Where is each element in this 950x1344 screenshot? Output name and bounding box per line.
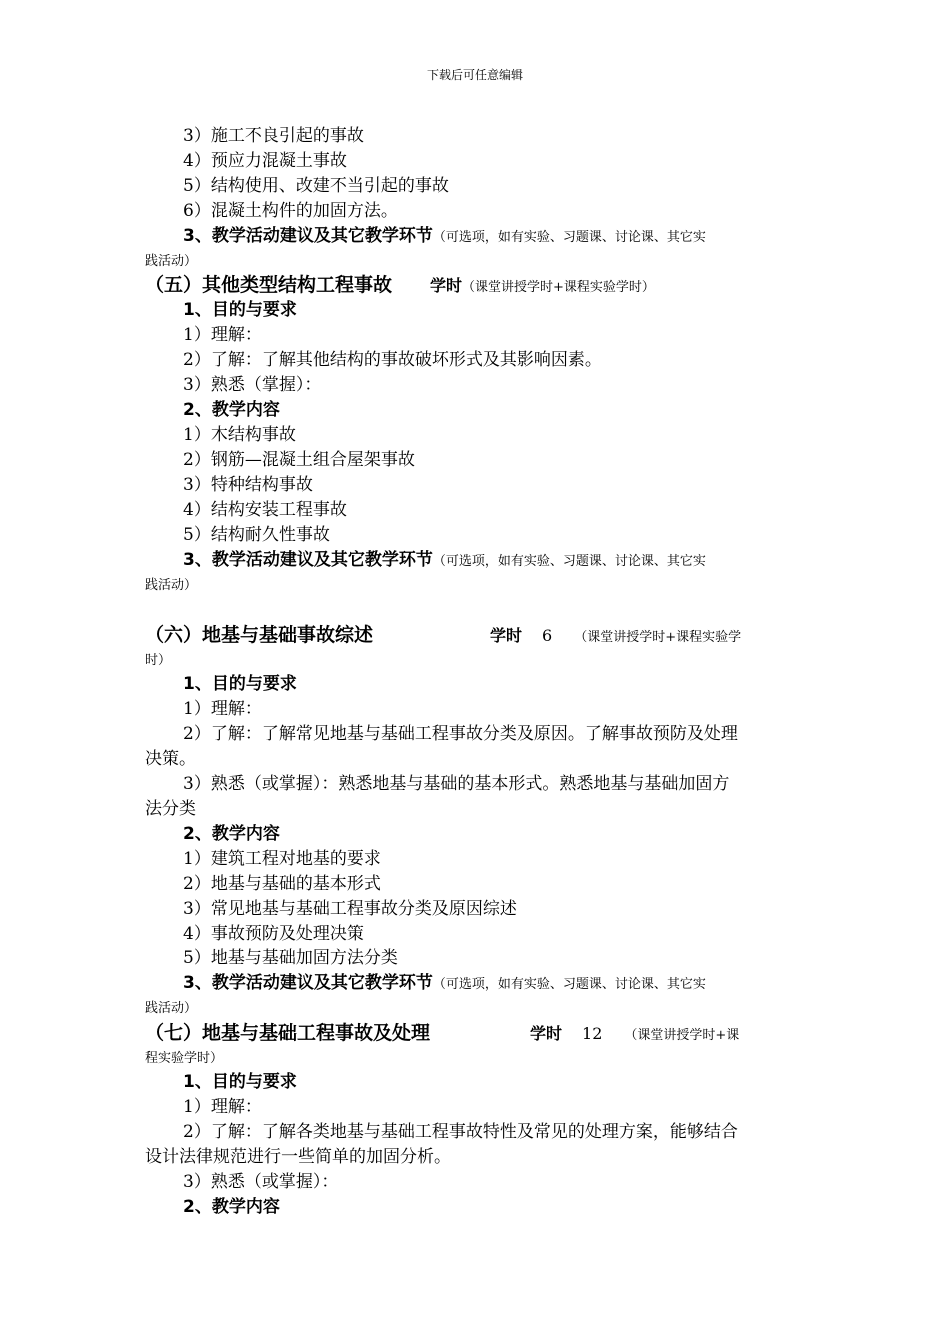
section-heading-5 — [145, 273, 810, 297]
section-title: （五）其他类型结构工程事故 — [145, 274, 393, 296]
subheading: 1、目的与要求 — [183, 674, 297, 694]
list-item: 3）施工不良引起的事故 — [183, 126, 364, 146]
list-item: 6）混凝土构件的加固方法。 — [183, 201, 398, 221]
hours-label: 学时 — [490, 626, 523, 645]
list-item: 4）预应力混凝土事故 — [183, 151, 347, 171]
paragraph-continuation: 时） — [145, 653, 172, 668]
list-item: 5）地基与基础加固方法分类 — [183, 948, 398, 968]
activity-heading-label: 3、教学活动建议及其它教学环节 — [183, 550, 433, 570]
list-item: 3）常见地基与基础工程事故分类及原因综述 — [183, 899, 517, 919]
list-item: 2）了解：了解各类地基与基础工程事故特性及常见的处理方案，能够结合 — [183, 1122, 738, 1142]
hours-label: 学时 — [430, 276, 463, 295]
activity-heading — [183, 971, 810, 995]
activity-heading-note: （可选项，如有实验、习题课、讨论课、其它实 — [432, 977, 706, 992]
hours-value: 12 — [582, 1024, 603, 1043]
list-item: 2）了解：了解常见地基与基础工程事故分类及原因。了解事故预防及处理 — [183, 724, 738, 744]
hours-note: （课堂讲授学时+课 — [624, 1028, 740, 1043]
subheading: 1、目的与要求 — [183, 300, 297, 320]
list-item: 2）地基与基础的基本形式 — [183, 874, 381, 894]
subheading: 2、教学内容 — [183, 1197, 280, 1217]
list-item: 2）钢筋—混凝土组合屋架事故 — [183, 450, 415, 470]
subheading: 2、教学内容 — [183, 824, 280, 844]
activity-heading-note: （可选项，如有实验、习题课、讨论课、其它实 — [432, 230, 706, 245]
section-title: （六）地基与基础事故综述 — [145, 624, 374, 646]
list-item: 1）木结构事故 — [183, 425, 296, 445]
activity-heading — [183, 224, 810, 248]
subheading: 1、目的与要求 — [183, 1072, 297, 1092]
hours-note: （课堂讲授学时+课程实验学时） — [462, 280, 655, 295]
hours-label: 学时 — [530, 1024, 563, 1043]
paragraph-continuation: 践活动） — [145, 1001, 198, 1016]
list-item: 4）结构安装工程事故 — [183, 500, 347, 520]
activity-heading-label: 3、教学活动建议及其它教学环节 — [183, 973, 433, 993]
list-item: 5）结构使用、改建不当引起的事故 — [183, 176, 449, 196]
paragraph-continuation: 设计法律规范进行一些简单的加固分析。 — [145, 1147, 451, 1167]
activity-heading-label: 3、教学活动建议及其它教学环节 — [183, 226, 433, 246]
list-item: 5）结构耐久性事故 — [183, 525, 330, 545]
subheading: 2、教学内容 — [183, 400, 280, 420]
paragraph-continuation: 践活动） — [145, 254, 198, 269]
section-heading-6 — [145, 623, 810, 647]
list-item: 1）理解： — [183, 699, 262, 719]
list-item: 1）理解： — [183, 1097, 262, 1117]
list-item: 1）理解： — [183, 325, 262, 345]
list-item: 3）熟悉（掌握）： — [183, 375, 322, 395]
section-title: （七）地基与基础工程事故及处理 — [145, 1022, 431, 1044]
paragraph-continuation: 法分类 — [145, 799, 196, 819]
paragraph-continuation: 践活动） — [145, 578, 198, 593]
list-item: 2）了解：了解其他结构的事故破坏形式及其影响因素。 — [183, 350, 602, 370]
activity-heading-note: （可选项，如有实验、习题课、讨论课、其它实 — [432, 554, 706, 569]
section-heading-7 — [145, 1021, 810, 1045]
hours-value: 6 — [542, 626, 553, 645]
list-item: 3）熟悉（或掌握）：熟悉地基与基础的基本形式。熟悉地基与基础加固方 — [183, 774, 730, 794]
list-item: 3）熟悉（或掌握）： — [183, 1172, 339, 1192]
page-header: 下载后可任意编辑 — [426, 68, 523, 82]
hours-note: （课堂讲授学时+课程实验学 — [574, 630, 742, 645]
list-item: 1）建筑工程对地基的要求 — [183, 849, 381, 869]
list-item: 4）事故预防及处理决策 — [183, 924, 364, 944]
list-item: 3）特种结构事故 — [183, 475, 313, 495]
paragraph-continuation: 程实验学时） — [145, 1051, 224, 1066]
activity-heading — [183, 548, 810, 572]
paragraph-continuation: 决策。 — [145, 749, 196, 769]
